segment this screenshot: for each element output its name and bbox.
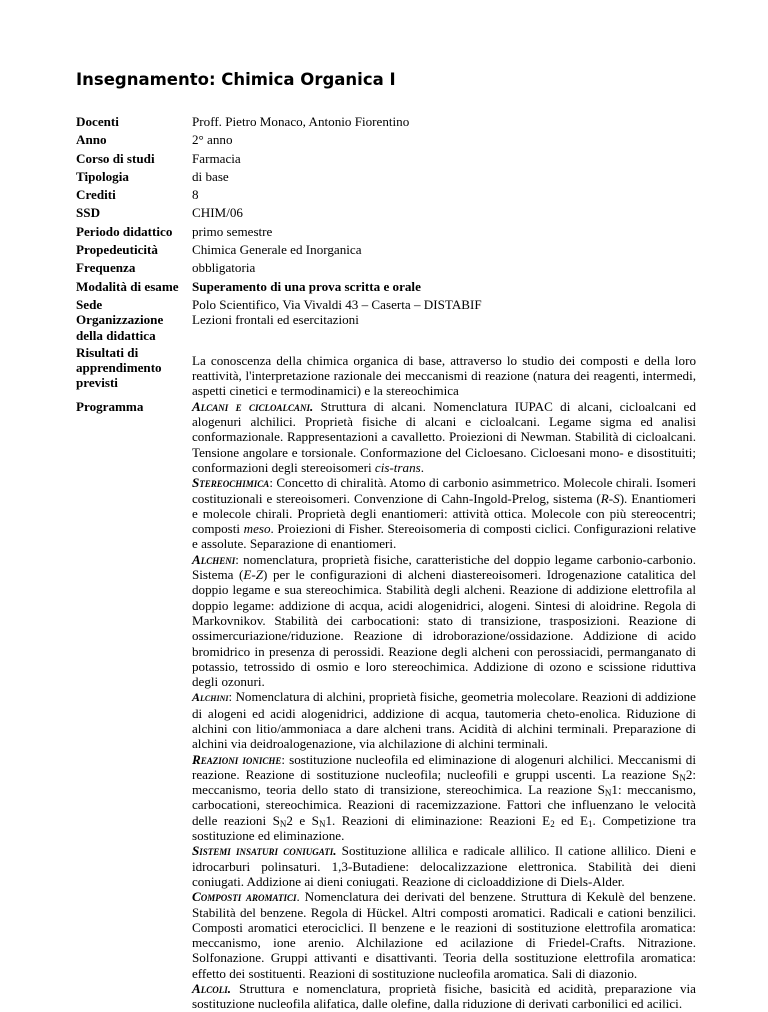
program-section-reazioni-ioniche: Reazioni ioniche: sostituzione nucleofila ed eliminazione di alogenuri alchilici. Meccanismi di reazione. Reazione di sostituzione nucleofila; nucleofili e gruppi uscenti. La reazione $S_N2$: meccanismo, teoria dello stato di transizione, stereochimica. La reazione $S_N1$: meccanismo, carbocationi, stereochimica. Reazioni di racemizzazione. Fattori che influenzano le velocità delle reazioni $S_N2$ e $S_N1$. Reazioni di eliminazione: Reazioni $E_2$ ed $E_1$. Competizione tra sostituzione ed eliminazione. [192, 751, 696, 844]
field-row-frequenza [76, 260, 696, 275]
field-value: obbligatoria [192, 260, 256, 276]
section-heading: Alchini [192, 690, 229, 705]
field-value: Farmacia [192, 150, 241, 166]
field-value: 8 [192, 187, 199, 203]
field-label: Crediti [76, 187, 116, 203]
field-label: Organizzazione della didattica [76, 312, 164, 343]
field-value: Polo Scientifico, Via Vivaldi 43 – Caserta – DISTABIF [192, 296, 482, 312]
section-heading: Reazioni ioniche [192, 751, 282, 767]
field-row-programma [76, 384, 696, 1012]
field-row-tipologia [76, 169, 696, 184]
field-value: CHIM/06 [192, 205, 243, 221]
field-label: Periodo didattico [76, 223, 173, 239]
section-heading: Composti aromatici [192, 889, 297, 905]
program-section-stereochimica: Stereochimica: Concetto di chiralità. Atomo di carbonio asimmetrico. Molecole chirali. Isomeri costituzionali e stereoisomeri. Convenzione di Cahn-Ingold-Prelog, sistema (R-S). Enantiomeri e molecole chirali. Proprietà degli enantiomeri: attività ottica. Molecole con più stereocentri; composti meso. Proiezioni di Fisher. Stereoisomeria di composti ciclici. Configurazioni relative e assolute. Separazione di enantiomeri. [192, 475, 696, 552]
field-value: primo semestre [192, 223, 273, 239]
field-value: Proff. Pietro Monaco, Antonio Fiorentino [192, 114, 410, 129]
section-heading: Sistemi insaturi coniugati. [192, 843, 337, 859]
program-section-alchini: Alchini: Nomenclatura di alchini, proprietà fisiche, geometria molecolare. Reazioni di addizione di alogeni ed acidi alogenidrici, addizione di acqua, tautomeria cheto-enolica. Riduzione di alchini con litio/ammoniaca a dare alcheni trans. Acidità di alchini terminali. Preparazione di alchini via deidroalogenazione, via alchilazione di alchini terminali. [192, 689, 696, 752]
field-row-crediti [76, 187, 696, 202]
section-heading: Alcani e cicloalcani. [192, 398, 314, 414]
program-text [192, 399, 696, 1012]
field-label: Anno [76, 132, 107, 148]
program-section-alcoli: Alcoli. Struttura e nomenclatura, proprietà fisiche, basicità ed acidità, preparazione via sostituzione nucleofila alifatica, dalle olefine, dalla riduzione di derivati carbonilici ed acilici. [192, 981, 696, 1012]
field-value: 2° anno [192, 132, 233, 148]
field-row-propedeuticita [76, 242, 696, 257]
field-label: Tipologia [76, 168, 129, 184]
program-section-alcheni: Alcheni: nomenclatura, proprietà fisiche, caratteristiche del doppio legame carbonio-carbonio. Sistema (E-Z) per le configurazioni di alcheni diastereoisomeri. Idrogenazione catalitica del doppio legame e sua stereochimica. Stabilità degli alcheni. Reazione di addizione elettrofila al doppio legame: addizione di acqua, acidi alogenidrici, alogeni. Sintesi di aloidrine. Regola di Markovnikov. Stabilità dei carbocationi: stato di transizione, trasposizioni. Reazione di ossimercuriazione/riduzione. Reazione di idroborazione/ossidazione. Addizione di acido bromidrico in presenza di perossidi. Reazione degli alcheni con perossiacidi, permanganato di potassio, tetrossido di osmio e loro stereochimica. Addizione di ozono e scissione riduttiva degli ozonuri. [192, 551, 696, 690]
field-row-anno [76, 132, 696, 147]
field-value: Chimica Generale ed Inorganica [192, 242, 362, 258]
course-info-table [76, 114, 696, 1012]
field-value: Superamento di una prova scritta e orale [192, 278, 421, 294]
field-label: Programma [76, 398, 144, 414]
field-row-ssd [76, 205, 696, 220]
field-label: Frequenza [76, 260, 136, 276]
field-row-docenti [76, 114, 696, 129]
field-value: Lezioni frontali ed esercitazioni [192, 312, 359, 328]
field-label: Propedeuticità [76, 242, 158, 258]
field-row-corso [76, 151, 696, 166]
field-value: di base [192, 168, 229, 184]
field-row-periodo [76, 224, 696, 239]
program-section-alcani: Alcani e cicloalcani. Struttura di alcani. Nomenclatura IUPAC di alcani, cicloalcani ed alogenuri alchilici. Proprietà fisiche di alcani e cicloalcani. Legame sigma ed analisi conformazionale. Rappresentazioni a cavalletto. Proiezioni di Newman. Stabilità di cicloalcani. Tensione angolare e torsionale. Conformazione del Cicloesano. Cicloesani mono- e disostituiti; conformazioni degli stereoisomeri cis-trans. [192, 398, 697, 475]
field-label: Modalità di esame [76, 278, 179, 294]
program-section-composti-aromatici: Composti aromatici. Nomenclatura dei derivati del benzene. Struttura di Kekulè del benzene. Stabilità del benzene. Regola di Hückel. Altri composti aromatici. Radicali e cationi benzilici. Composti aromatici eterociclici. Il benzene e le reazioni di sostituzione elettrofila aromatica: meccanismo, ione arenio. Alchilazione ed acilazione di Friedel-Crafts. Nitrazione. Solfonazione. Gruppi attivanti e disattivanti. Teoria della sostituzione elettrofila aromatica: effetto dei sostituenti. Reazioni di sostituzione nucleofila aromatica. Sali di diazonio. [192, 889, 696, 981]
program-section-sistemi-insaturi: Sistemi insaturi coniugati. Sostituzione allilica e radicale allilico. Il catione allilico. Dieni e idrocarburi polinsaturi. 1,3-Butadiene: delocalizzazione elettronica. Stabilità dei dieni coniugati. Addizione ai dieni coniugati. Reazione di cicloaddizione di Diels-Alder. [192, 843, 696, 889]
field-label: Corso di studi [76, 150, 155, 166]
field-label: SSD [76, 205, 101, 221]
field-row-sede [76, 297, 696, 312]
field-label: Docenti [76, 114, 119, 129]
field-label: Sede [76, 296, 103, 312]
page-title: Insegnamento: Chimica Organica I [76, 70, 396, 89]
field-row-risultati [76, 345, 696, 399]
section-heading: Stereochimica [192, 475, 270, 491]
section-heading: Alcoli. [192, 981, 232, 997]
section-heading: Alcheni [192, 551, 236, 567]
field-value: La conoscenza della chimica organica di base, attraverso lo studio dei composti e della loro reattività, l'interpretazione razionale dei meccanismi di reazione (natura dei reagenti, intermedi, aspetti cinetici e termodinamici) e la stereochimica [192, 352, 696, 399]
field-row-organizzazione [76, 312, 696, 343]
field-row-esame [76, 279, 696, 294]
field-label: Risultati di apprendimento previsti [76, 344, 162, 391]
